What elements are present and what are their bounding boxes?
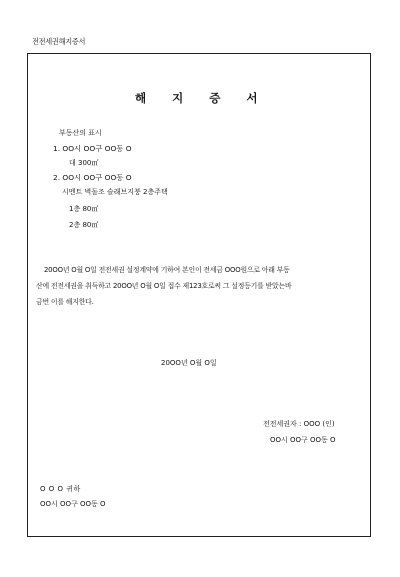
document-title: 해 지 증 서: [135, 91, 259, 105]
recipient-name: O O O 귀하: [40, 485, 81, 493]
property-item-2-address: 2. OO시 OO구 OO동 O: [53, 173, 132, 182]
certificate-frame: [27, 53, 371, 537]
property-item-2-floor1: 1층 80㎡: [69, 205, 99, 213]
holder-address: OO시 OO구 OO동 O: [270, 436, 336, 444]
document-label: 전전세권해지증서: [32, 37, 86, 46]
property-item-2-building: 시멘트 벽돌조 슬래브지붕 2층주택: [62, 188, 168, 196]
recipient-address: OO시 OO구 OO동 O: [40, 500, 106, 508]
property-item-2-floor2: 2층 80㎡: [69, 221, 99, 229]
property-item-1-area: 대 300㎡: [69, 159, 99, 167]
property-heading: 부동산의 표시: [59, 129, 102, 137]
holder-signature: 전전세권자 : OOO (인): [263, 420, 335, 428]
property-item-1-address: 1. OO시 OO구 OO동 O: [53, 144, 132, 153]
body-line-3: 금번 이를 해지한다.: [36, 298, 94, 306]
body-line-1: 20OO년 O월 O일 전전세권 설정계약에 기하여 본인이 전세금 OOO원으로 아래 부동: [44, 266, 290, 274]
date-line: 20OO년 O월 O일: [161, 359, 217, 367]
body-line-2: 산에 전전세권을 취득하고 20OO년 O월 O일 접수 제123호로써 그 설정등기를 받았는바: [36, 282, 292, 290]
